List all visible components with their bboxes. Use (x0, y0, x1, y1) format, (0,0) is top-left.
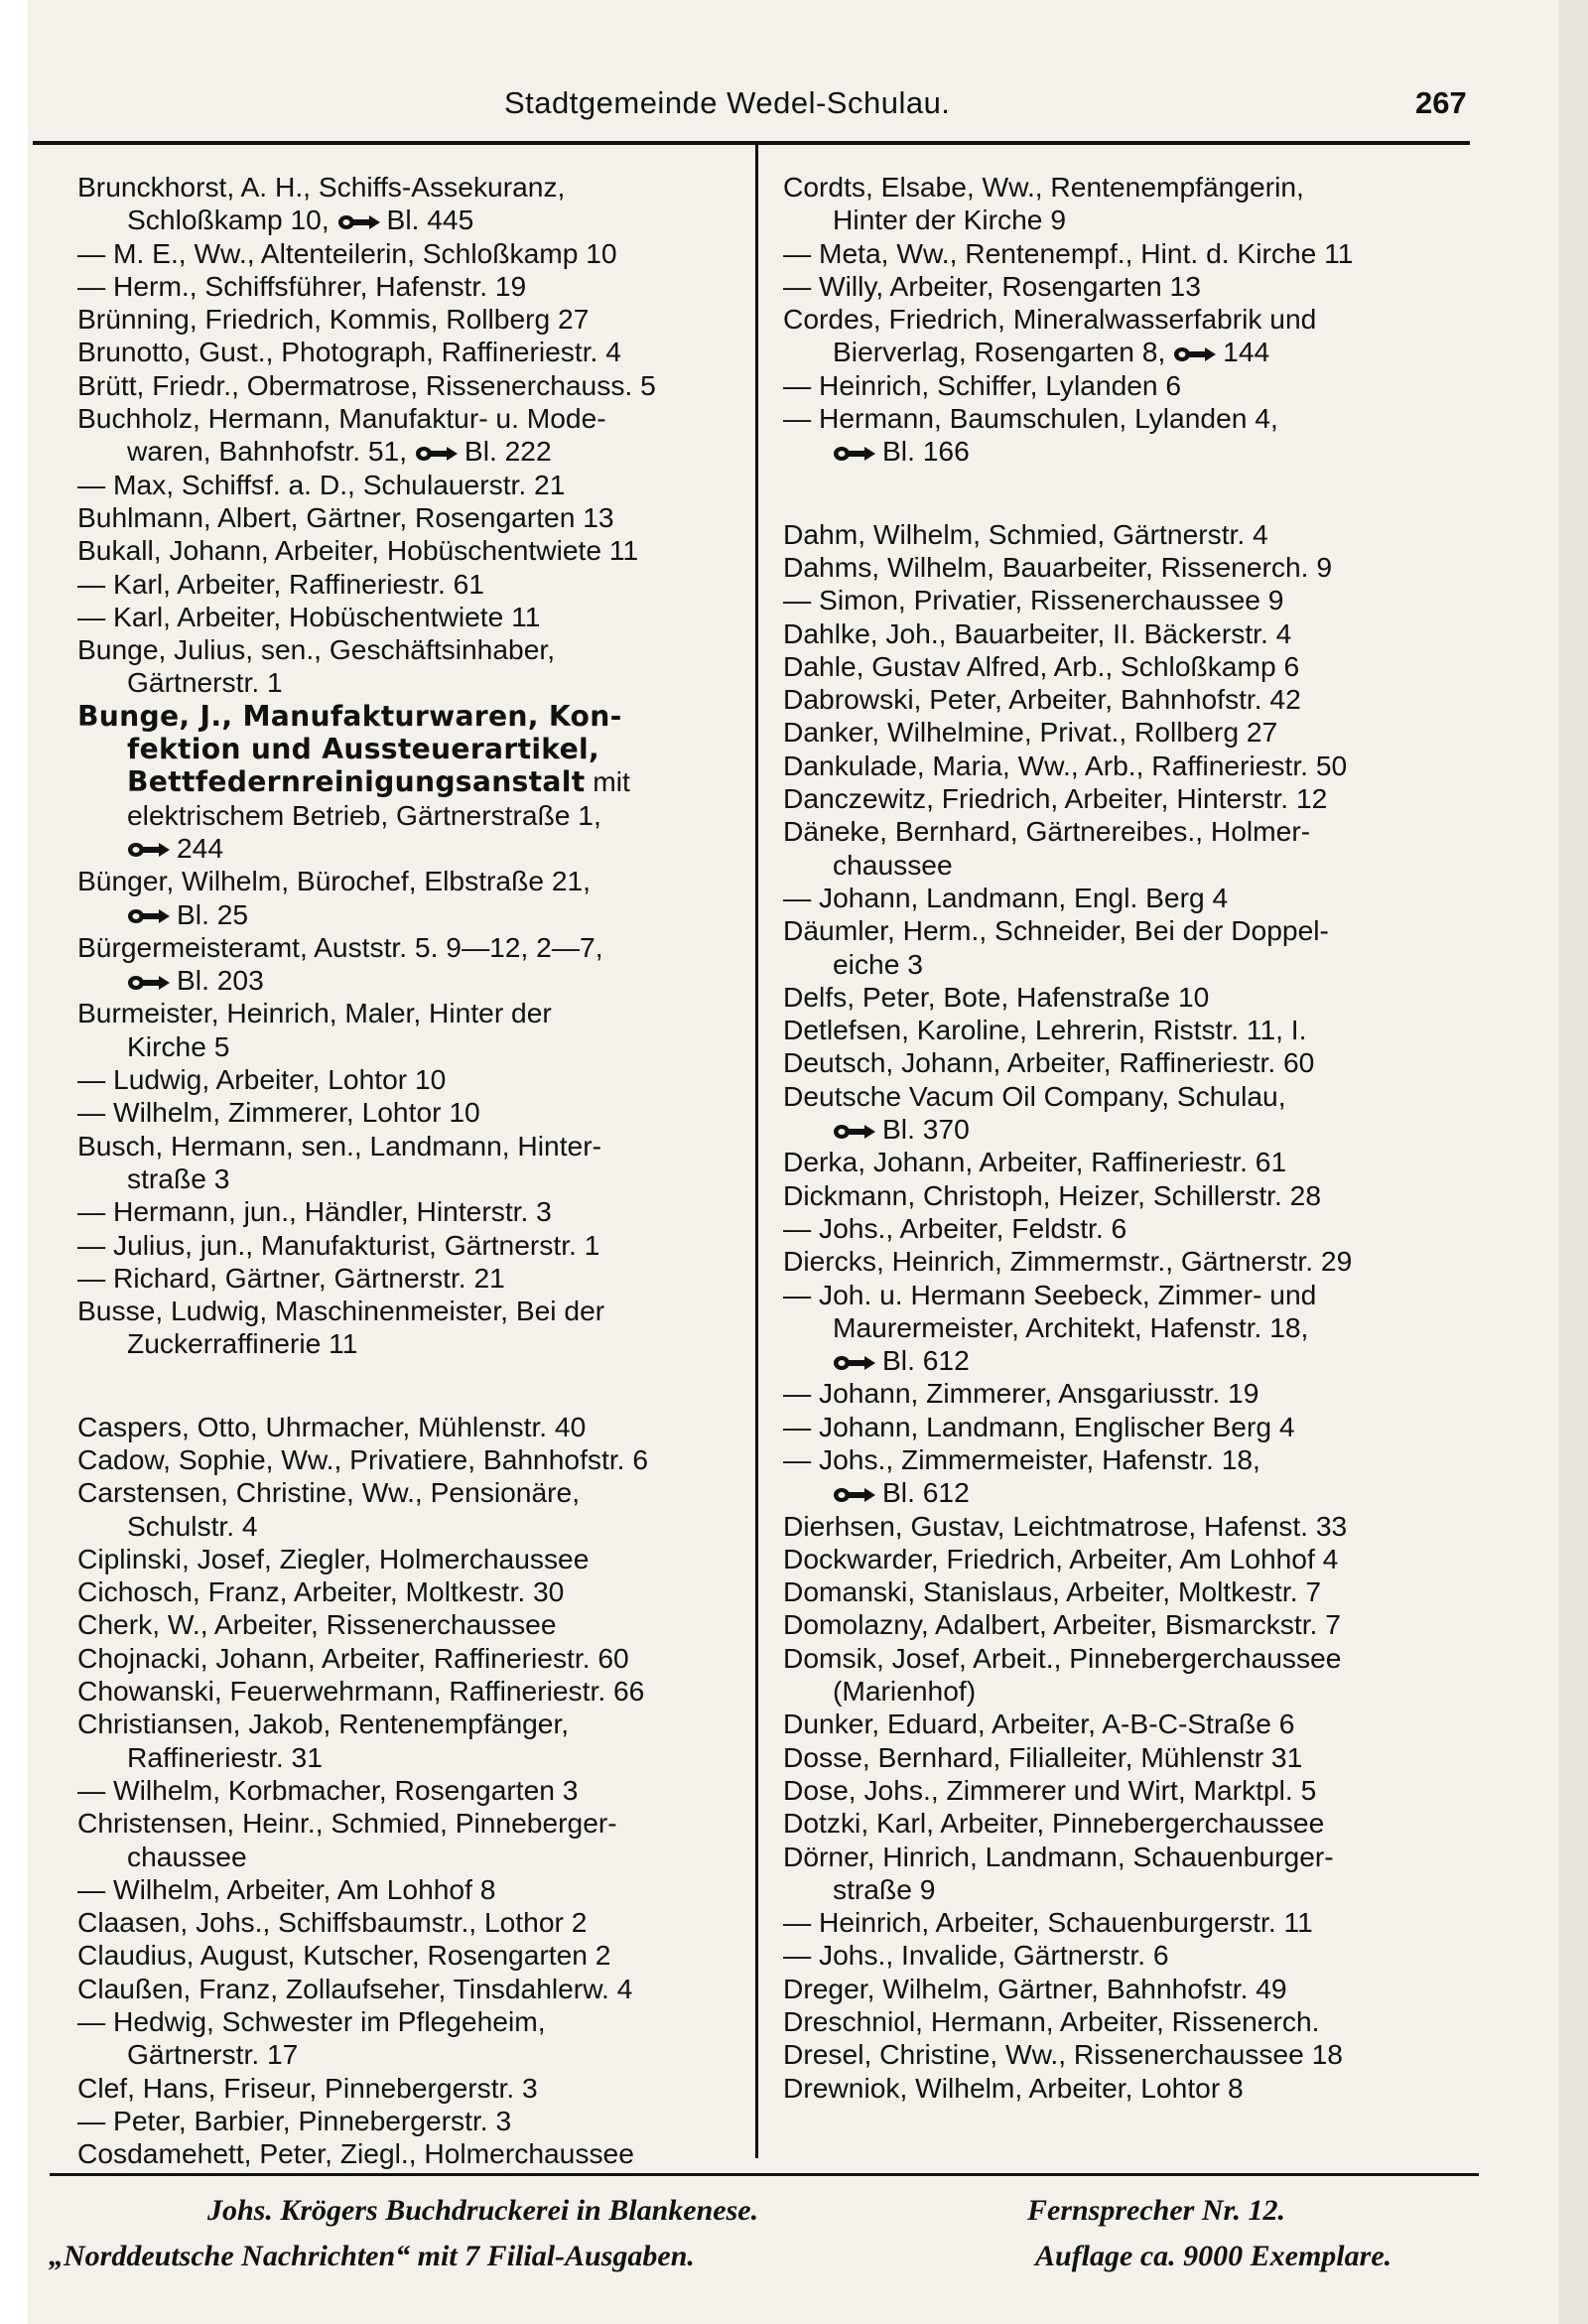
directory-entry: Cordes, Friedrich, Mineralwasserfabrik und (783, 303, 1317, 336)
header-rule (33, 141, 1470, 145)
directory-entry (77, 964, 762, 997)
directory-entry: Delfs, Peter, Bote, Hafenstraße 10 (783, 980, 1210, 1013)
directory-entry: — Johs., Invalide, Gärtnerstr. 6 (783, 1939, 1169, 1972)
entry-text: mit (585, 765, 630, 798)
directory-entry (77, 1327, 762, 1360)
directory-page (28, 0, 1558, 2324)
footer-phone: Fernsprecher Nr. 12. (1027, 2194, 1286, 2227)
directory-entry: Dörner, Hinrich, Landmann, Schauenburger- (783, 1840, 1334, 1872)
directory-entry: Däneke, Bernhard, Gärtnereibes., Holmer- (783, 815, 1311, 848)
phone-number: Bl. 445 (386, 204, 474, 236)
directory-entry: — Richard, Gärtner, Gärtnerstr. 21 (77, 1261, 505, 1294)
telephone-hand-icon (127, 974, 171, 992)
directory-entry: Burmeister, Heinrich, Maler, Hinter der (77, 997, 552, 1029)
directory-entry (783, 336, 1468, 368)
entry-continuation: eiche 3 (833, 947, 923, 980)
directory-entry (77, 1162, 762, 1195)
directory-entry: Dabrowski, Peter, Arbeiter, Bahnhofstr. 42 (783, 683, 1301, 716)
entry-continuation: Maurermeister, Architekt, Hafenstr. 18, (833, 1310, 1309, 1343)
directory-entry: Claußen, Franz, Zollaufseher, Tinsdahlerw. 4 (77, 1972, 633, 2004)
left-column (77, 171, 762, 2171)
footer-circulation: Auflage ca. 9000 Exemplare. (1035, 2240, 1392, 2272)
directory-entry (783, 849, 1468, 882)
directory-entry (77, 1030, 762, 1063)
directory-entry: Christensen, Heinr., Schmied, Pinneberger- (77, 1807, 617, 1840)
phone-number: 144 (1223, 336, 1270, 368)
directory-entry: — Wilhelm, Korbmacher, Rosengarten 3 (77, 1773, 579, 1806)
directory-entry: Bukall, Johann, Arbeiter, Hobüschentwiete 11 (77, 534, 639, 567)
phone-number: Bl. 25 (177, 897, 249, 930)
directory-entry (783, 435, 1468, 468)
directory-entry: Claudius, August, Kutscher, Rosengarten 2 (77, 1939, 611, 1972)
directory-entry (77, 1510, 762, 1543)
telephone-hand-icon (337, 213, 381, 231)
directory-entry: — Simon, Privatier, Rissenerchaussee 9 (783, 584, 1284, 616)
directory-entry: Derka, Johann, Arbeiter, Raffineriestr. 61 (783, 1146, 1287, 1178)
directory-entry: Danker, Wilhelmine, Privat., Rollberg 27 (783, 716, 1278, 749)
bold-advertisement-text: Bunge, J., Manufakturwaren, Kon- (77, 699, 622, 733)
directory-entry (783, 1675, 1468, 1708)
directory-entry (783, 1344, 1468, 1377)
bold-advertisement-text: fektion und Aussteuerartikel, (127, 733, 599, 766)
telephone-hand-icon (415, 445, 459, 463)
scan-margin (1558, 0, 1588, 2324)
directory-entry: Dose, Johs., Zimmerer und Wirt, Marktpl. 5 (783, 1773, 1317, 1806)
entry-continuation: straße 9 (833, 1872, 936, 1905)
directory-entry: Domanski, Stanislaus, Arbeiter, Moltkestr. 7 (783, 1575, 1322, 1608)
directory-entry (77, 733, 762, 765)
directory-entry: Cadow, Sophie, Ww., Privatiere, Bahnhofstr. 6 (77, 1442, 649, 1475)
directory-entry: Cichosch, Franz, Arbeiter, Moltkestr. 30 (77, 1575, 565, 1608)
entry-continuation: Gärtnerstr. 1 (127, 666, 283, 699)
directory-entry: — Wilhelm, Arbeiter, Am Lohhof 8 (77, 1872, 496, 1905)
phone-number: Bl. 612 (882, 1344, 970, 1377)
directory-entry: Dahle, Gustav Alfred, Arb., Schloßkamp 6 (783, 649, 1300, 682)
directory-entry (783, 1873, 1468, 1906)
directory-entry (77, 666, 762, 699)
page-number: 267 (1415, 85, 1467, 120)
directory-entry (783, 948, 1468, 981)
directory-entry: Diercks, Heinrich, Zimmermstr., Gärtnerstr. 29 (783, 1245, 1353, 1278)
telephone-hand-icon (127, 841, 171, 859)
section-gap (783, 469, 1468, 518)
directory-entry: — Peter, Barbier, Pinnebergerstr. 3 (77, 2104, 512, 2136)
directory-entry (77, 204, 762, 236)
entry-continuation: Kirche 5 (127, 1029, 230, 1062)
phone-number: Bl. 370 (882, 1113, 970, 1146)
phone-number: Bl. 612 (882, 1476, 970, 1509)
directory-entry (77, 765, 762, 798)
directory-entry: — Johann, Landmann, Engl. Berg 4 (783, 881, 1229, 913)
directory-entry: Domsik, Josef, Arbeit., Pinnebergerchaussee (783, 1641, 1342, 1674)
telephone-hand-icon (833, 1354, 876, 1372)
directory-entry (77, 2038, 762, 2071)
phone-number: 244 (177, 831, 224, 864)
directory-entry: Bünger, Wilhelm, Bürochef, Elbstraße 21, (77, 865, 592, 897)
directory-entry: Brunotto, Gust., Photograph, Raffineriestr. 4 (77, 336, 621, 368)
entry-continuation: Gärtnerstr. 17 (127, 2038, 299, 2071)
directory-entry: Dockwarder, Friedrich, Arbeiter, Am Lohhof 4 (783, 1542, 1339, 1574)
directory-entry (77, 898, 762, 931)
directory-entry: Dotzki, Karl, Arbeiter, Pinnebergerchaussee (783, 1807, 1325, 1840)
directory-entry: Buhlmann, Albert, Gärtner, Rosengarten 13 (77, 500, 614, 533)
directory-entry: Clef, Hans, Friseur, Pinnebergerstr. 3 (77, 2071, 538, 2104)
directory-entry: Bunge, Julius, sen., Geschäftsinhaber, (77, 633, 556, 666)
page-header (28, 85, 1558, 135)
directory-entry (77, 435, 762, 468)
directory-entry: Dierhsen, Gustav, Leichtmatrose, Hafenst. 33 (783, 1509, 1348, 1542)
entry-continuation: (Marienhof) (833, 1675, 977, 1708)
directory-entry: Cosdamehett, Peter, Ziegl., Holmerchaussee (77, 2137, 634, 2170)
telephone-hand-icon (127, 907, 171, 925)
directory-entry: Ciplinski, Josef, Ziegler, Holmerchaussee (77, 1542, 590, 1574)
directory-entry (77, 832, 762, 865)
directory-entry: — Karl, Arbeiter, Hobüschentwiete 11 (77, 600, 541, 632)
directory-entry: Chojnacki, Johann, Arbeiter, Raffineriestr. 60 (77, 1641, 629, 1674)
directory-entry: Drewniok, Wilhelm, Arbeiter, Lohtor 8 (783, 2071, 1244, 2104)
directory-entry: Busch, Hermann, sen., Landmann, Hinter- (77, 1129, 601, 1162)
footer-newspaper: „Norddeutsche Nachrichten“ mit 7 Filial-Ausgaben. (49, 2240, 695, 2272)
entry-continuation: Schulstr. 4 (127, 1509, 258, 1542)
directory-entry: — Ludwig, Arbeiter, Lohtor 10 (77, 1063, 447, 1096)
right-column (783, 171, 1468, 2105)
entry-continuation: elektrischem Betrieb, Gärtnerstraße 1, (127, 798, 601, 831)
directory-entry: — Johs., Arbeiter, Feldstr. 6 (783, 1211, 1127, 1244)
telephone-hand-icon (1173, 345, 1217, 363)
entry-continuation: chaussee (833, 848, 953, 881)
directory-entry: Deutsche Vacum Oil Company, Schulau, (783, 1079, 1286, 1112)
directory-entry: Däumler, Herm., Schneider, Bei der Doppel- (783, 914, 1329, 947)
directory-entry: — Heinrich, Schiffer, Lylanden 6 (783, 368, 1182, 401)
directory-entry: — Hermann, Baumschulen, Lylanden 4, (783, 402, 1278, 435)
directory-entry: — Hedwig, Schwester im Pflegeheim, (77, 2005, 546, 2038)
entry-continuation: Hinter der Kirche 9 (833, 204, 1066, 236)
entry-continuation: straße 3 (127, 1162, 230, 1194)
directory-entry: — Willy, Arbeiter, Rosengarten 13 (783, 269, 1201, 302)
directory-entry: — Wilhelm, Zimmerer, Lohtor 10 (77, 1096, 480, 1129)
directory-entry: Brünning, Friedrich, Kommis, Rollberg 27 (77, 303, 590, 336)
phone-number: Bl. 203 (177, 964, 264, 997)
directory-entry: Dreger, Wilhelm, Gärtner, Bahnhofstr. 49 (783, 1972, 1287, 2004)
directory-entry: Chowanski, Feuerwehrmann, Raffineriestr. 66 (77, 1675, 645, 1708)
entry-continuation: waren, Bahnhofstr. 51, (127, 435, 408, 468)
footer-rule (50, 2173, 1479, 2176)
telephone-hand-icon (833, 1486, 876, 1504)
directory-entry (783, 1113, 1468, 1146)
directory-entry: Brütt, Friedr., Obermatrose, Rissenerchauss. 5 (77, 368, 656, 401)
directory-entry: Dahlke, Joh., Bauarbeiter, II. Bäckerstr. 4 (783, 616, 1292, 649)
directory-entry: — Hermann, jun., Händler, Hinterstr. 3 (77, 1195, 552, 1228)
page-title: Stadtgemeinde Wedel-Schulau. (504, 85, 951, 120)
directory-entry: — Joh. u. Hermann Seebeck, Zimmer- und (783, 1278, 1317, 1310)
phone-number: Bl. 222 (463, 435, 552, 468)
directory-entry: Dickmann, Christoph, Heizer, Schillerstr. 28 (783, 1178, 1322, 1211)
directory-entry: Cherk, W., Arbeiter, Rissenerchaussee (77, 1608, 557, 1641)
directory-entry: — Karl, Arbeiter, Raffineriestr. 61 (77, 567, 484, 600)
directory-entry: — Johs., Zimmermeister, Hafenstr. 18, (783, 1442, 1260, 1475)
directory-entry: Dankulade, Maria, Ww., Arb., Raffineriestr. 50 (783, 749, 1348, 781)
directory-entry: Bürgermeisteramt, Auststr. 5. 9—12, 2—7, (77, 930, 603, 963)
directory-entry: Danczewitz, Friedrich, Arbeiter, Hinterstr. 12 (783, 782, 1328, 815)
telephone-hand-icon (833, 445, 876, 463)
directory-entry: Dahms, Wilhelm, Bauarbeiter, Rissenerch. 9 (783, 550, 1333, 583)
directory-entry: — Herm., Schiffsführer, Hafenstr. 19 (77, 269, 527, 302)
telephone-hand-icon (833, 1123, 876, 1141)
directory-entry: — Max, Schiffsf. a. D., Schulauerstr. 21 (77, 468, 566, 500)
directory-entry: Claasen, Johs., Schiffsbaumstr., Lothor 2 (77, 1906, 588, 1939)
directory-entry: Caspers, Otto, Uhrmacher, Mühlenstr. 40 (77, 1410, 587, 1442)
directory-entry: Domolazny, Adalbert, Arbeiter, Bismarckstr. 7 (783, 1608, 1341, 1641)
directory-entry (77, 1741, 762, 1774)
directory-entry (77, 1841, 762, 1873)
footer-printer: Johs. Krögers Buchdruckerei in Blankenese. (207, 2194, 759, 2227)
entry-continuation: chaussee (127, 1840, 247, 1872)
directory-entry: — Johann, Landmann, Englischer Berg 4 (783, 1410, 1295, 1442)
directory-entry: Dresel, Christine, Ww., Rissenerchaussee 18 (783, 2038, 1343, 2071)
entry-continuation: Raffineriestr. 31 (127, 1740, 323, 1773)
bold-advertisement-text: Bettfedernreinigungsanstalt (127, 765, 586, 799)
directory-entry: — Johann, Zimmerer, Ansgariusstr. 19 (783, 1377, 1259, 1410)
directory-entry: Christiansen, Jakob, Rentenempfänger, (77, 1708, 570, 1740)
directory-entry: Dunker, Eduard, Arbeiter, A-B-C-Straße 6 (783, 1708, 1295, 1740)
directory-entry: Detlefsen, Karoline, Lehrerin, Riststr. 11, I. (783, 1014, 1307, 1046)
directory-entry (783, 1311, 1468, 1344)
directory-entry: — Julius, jun., Manufakturist, Gärtnerstr. 1 (77, 1228, 600, 1261)
directory-entry: — Heinrich, Arbeiter, Schauenburgerstr. 11 (783, 1906, 1313, 1939)
directory-entry: — Meta, Ww., Rentenempf., Hint. d. Kirche 11 (783, 236, 1354, 269)
section-gap (77, 1361, 762, 1411)
directory-entry (783, 204, 1468, 236)
entry-continuation: Bierverlag, Rosengarten 8, (833, 336, 1166, 368)
entry-continuation: Zuckerraffinerie 11 (127, 1327, 358, 1360)
directory-entry: Dahm, Wilhelm, Schmied, Gärtnerstr. 4 (783, 517, 1268, 550)
directory-entry: Dosse, Bernhard, Filialleiter, Mühlenstr 31 (783, 1740, 1303, 1773)
directory-entry (783, 1476, 1468, 1509)
phone-number: Bl. 166 (882, 435, 970, 468)
directory-entry: Busse, Ludwig, Maschinenmeister, Bei der (77, 1295, 605, 1327)
entry-continuation: Schloßkamp 10, (127, 204, 330, 236)
directory-entry: Brunckhorst, A. H., Schiffs-Assekuranz, (77, 171, 566, 203)
directory-entry: — M. E., Ww., Altenteilerin, Schloßkamp 10 (77, 236, 617, 269)
directory-entry: Carstensen, Christine, Ww., Pensionäre, (77, 1476, 581, 1509)
directory-entry: Buchholz, Hermann, Manufaktur- u. Mode- (77, 402, 606, 435)
directory-entry (77, 700, 762, 733)
directory-entry: Deutsch, Johann, Arbeiter, Raffineriestr. 60 (783, 1046, 1315, 1079)
directory-entry (77, 799, 762, 832)
directory-entry: Cordts, Elsabe, Ww., Rentenempfängerin, (783, 171, 1304, 203)
directory-entry: Dreschniol, Hermann, Arbeiter, Rissenerch. (783, 2005, 1320, 2038)
